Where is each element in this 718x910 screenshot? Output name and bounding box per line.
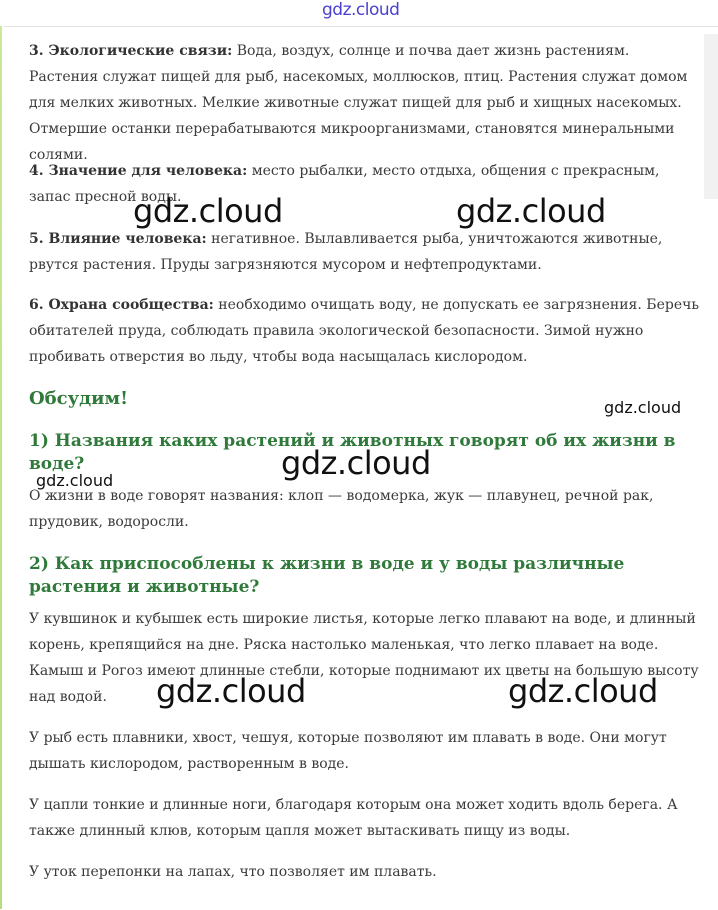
watermark: gdz.cloud xyxy=(456,192,606,230)
header-watermark: gdz.cloud xyxy=(322,0,400,20)
right-edge-strip xyxy=(704,34,718,199)
watermark: gdz.cloud xyxy=(604,398,682,417)
watermark: gdz.cloud xyxy=(133,192,283,230)
discuss-heading: Обсудим! xyxy=(29,388,129,409)
paragraph-ecological-links xyxy=(29,38,699,168)
paragraph-text: место рыбалки, место отдыха, общения с прекрасным, запас пресной воды. xyxy=(29,163,660,205)
question-2-answer-heron: У цапли тонкие и длинные ноги, благодаря которым она может ходить вдоль берега. А также длинный клюв, которым цапля может вытаскивать пищу из воды. xyxy=(29,797,678,839)
paragraph-text: Вода, воздух, солнце и почва дает жизнь растениям. Растения служат пищей для рыб, насекомых, моллюсков, птиц. Растения служат домом для мелких животных. Мелкие животные служат пищей для рыб и хищных насекомых. Отмершие останки перерабатываются микроорганизмами, становятся минеральными солями. xyxy=(29,43,688,163)
watermark: gdz.cloud xyxy=(281,444,431,482)
left-accent-border xyxy=(0,26,2,909)
paragraph-label: 5. Влияние человека: xyxy=(29,231,207,247)
paragraph-text: негативное. Вылавливается рыба, уничтожаются животные, рвутся растения. Пруды загрязняются мусором и нефтепродуктами. xyxy=(29,231,663,273)
watermark: gdz.cloud xyxy=(508,672,658,710)
watermark: gdz.cloud xyxy=(156,672,306,710)
question-1-heading: 1) Названия каких растений и животных говорят об их жизни в воде? xyxy=(29,431,676,474)
paragraph-human-influence xyxy=(29,226,699,278)
paragraph-label: 4. Значение для человека: xyxy=(29,163,248,179)
paragraph-text: необходимо очищать воду, не допускать ее загрязнения. Беречь обитателей пруда, соблюдать правила экологической безопасности. Зимой нужно пробивать отверстия во льду, чтобы вода насыщалась кислородом. xyxy=(29,297,699,365)
question-2-answer-plants: У кувшинок и кубышек есть широкие листья, которые легко плавают на воде, и длинный корень, крепящийся на дне. Ряска настолько маленькая, что легко плавает на воде. Камыш и Рогоз имеют длинные стебли, которые поднимают их цветы на большую высоту над водой. xyxy=(29,611,699,705)
watermark: gdz.cloud xyxy=(36,471,114,490)
paragraph-label: 3. Экологические связи: xyxy=(29,43,233,59)
question-2-answer-ducks: У уток перепонки на лапах, что позволяет им плавать. xyxy=(29,864,437,880)
question-1-answer: О жизни в воде говорят названия: клоп — водомерка, жук — плавунец, речной рак, прудовик, водоросли. xyxy=(29,488,654,530)
paragraph-protection xyxy=(29,292,699,370)
paragraph-label: 6. Охрана сообщества: xyxy=(29,297,214,313)
question-2-heading: 2) Как приспособлены к жизни в воде и у воды различные растения и животные? xyxy=(29,554,625,597)
question-2-answer-fish: У рыб есть плавники, хвост, чешуя, которые позволяют им плавать в воде. Они могут дышать кислородом, растворенным в воде. xyxy=(29,730,667,772)
